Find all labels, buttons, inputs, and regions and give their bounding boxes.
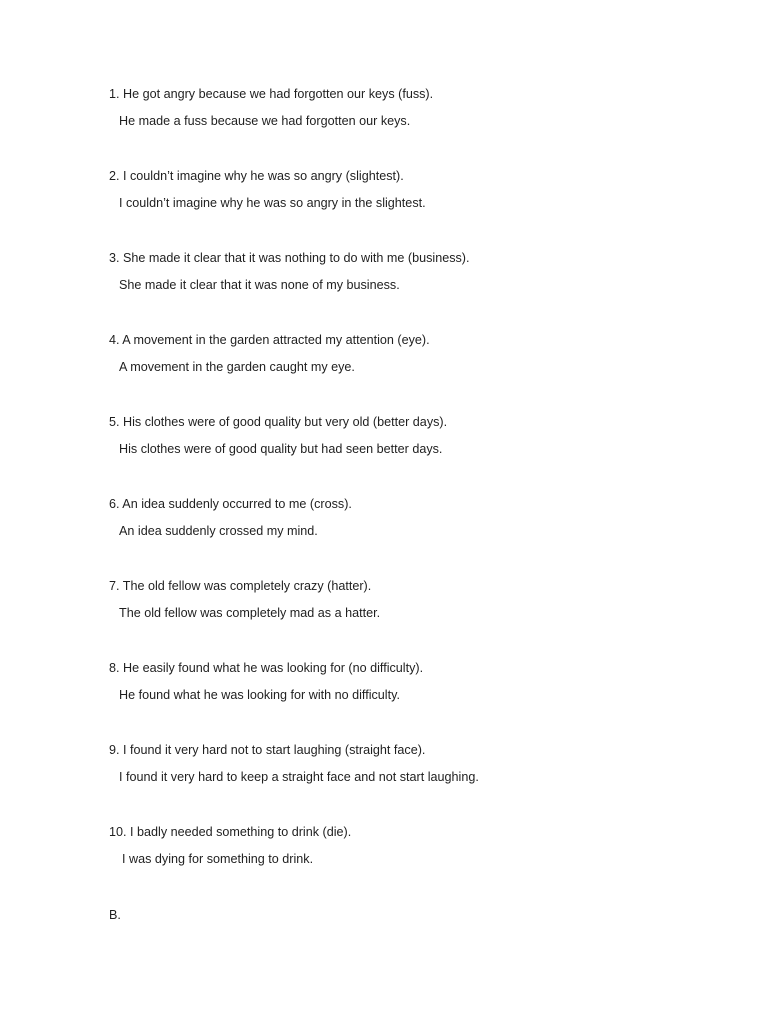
exercise-item-7 <box>109 578 729 621</box>
section-label: B. <box>109 908 121 922</box>
exercise-question: 6. An idea suddenly occurred to me (cross). <box>109 497 352 511</box>
exercise-question: 5. His clothes were of good quality but very old (better days). <box>109 415 448 429</box>
exercise-answer: His clothes were of good quality but had seen better days. <box>119 442 443 456</box>
exercise-item-9 <box>109 742 729 785</box>
exercise-question: 2. I couldn’t imagine why he was so angry (slightest). <box>109 169 404 183</box>
exercise-answer: An idea suddenly crossed my mind. <box>119 524 318 538</box>
exercise-item-8 <box>109 660 729 703</box>
exercise-question: 10. I badly needed something to drink (die). <box>109 825 352 839</box>
exercise-question: 8. He easily found what he was looking for (no difficulty). <box>109 661 424 675</box>
exercise-answer: I found it very hard to keep a straight face and not start laughing. <box>119 770 479 784</box>
exercise-question: 4. A movement in the garden attracted my attention (eye). <box>109 333 430 347</box>
exercise-item-3 <box>109 250 729 293</box>
exercise-item-1 <box>109 86 729 129</box>
exercise-answer: I was dying for something to drink. <box>122 852 314 866</box>
exercise-item-6 <box>109 496 729 539</box>
exercise-item-4 <box>109 332 729 375</box>
exercise-answer: She made it clear that it was none of my business. <box>119 278 400 292</box>
exercise-answer: I couldn’t imagine why he was so angry in the slightest. <box>119 196 426 210</box>
exercise-answer: A movement in the garden caught my eye. <box>119 360 355 374</box>
exercise-question: 1. He got angry because we had forgotten our keys (fuss). <box>109 87 434 101</box>
exercise-question: 3. She made it clear that it was nothing to do with me (business). <box>109 251 470 265</box>
exercise-item-10 <box>109 824 729 867</box>
exercise-question: 7. The old fellow was completely crazy (hatter). <box>109 579 372 593</box>
exercise-answer: The old fellow was completely mad as a hatter. <box>119 606 381 620</box>
exercise-item-2 <box>109 168 729 211</box>
exercise-question: 9. I found it very hard not to start laughing (straight face). <box>109 743 426 757</box>
exercise-item-5 <box>109 414 729 457</box>
exercise-answer: He made a fuss because we had forgotten our keys. <box>119 114 411 128</box>
exercise-answer: He found what he was looking for with no difficulty. <box>119 688 400 702</box>
